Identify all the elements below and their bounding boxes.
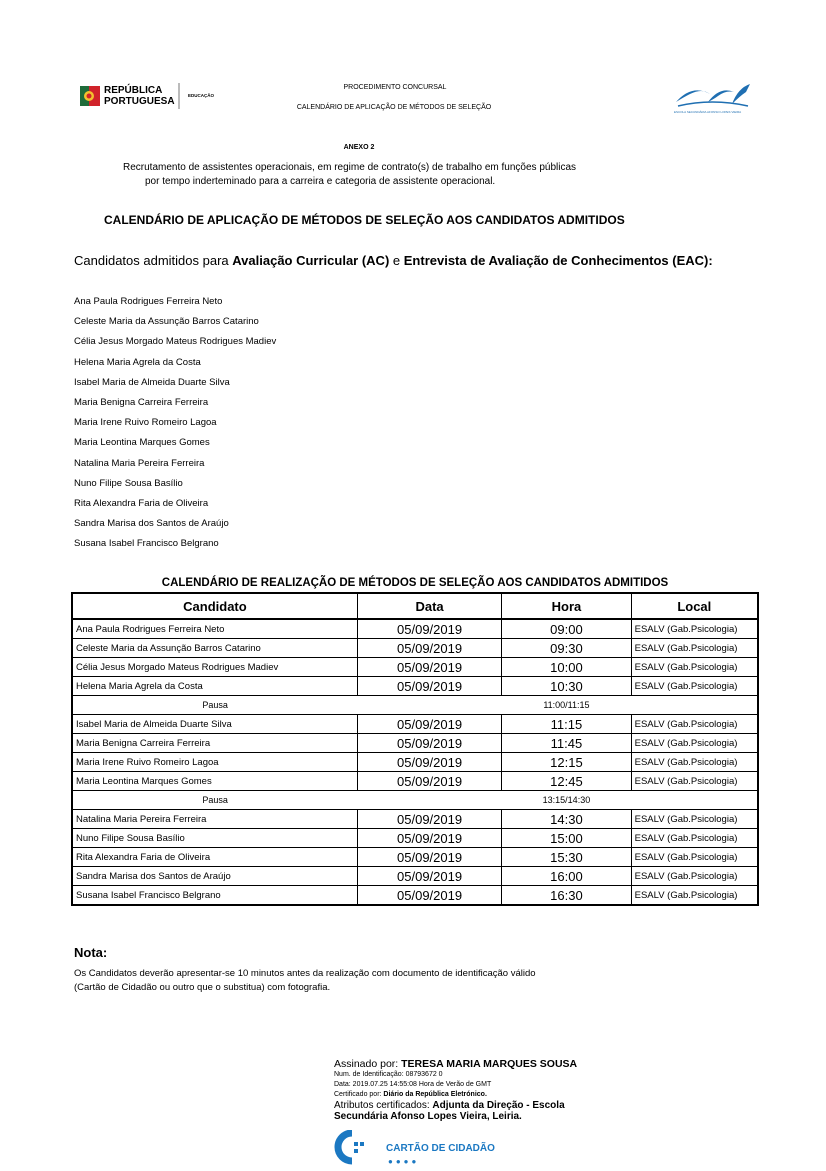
intro-eac: Entrevista de Avaliação de Conhecimentos (EAC): xyxy=(403,253,713,268)
table-row xyxy=(72,715,758,734)
cell-data: 05/09/2019 xyxy=(357,753,501,772)
cell-hora: 10:30 xyxy=(502,677,631,696)
cartao-cidadao-logo xyxy=(334,1130,514,1166)
cell-local: ESALV (Gab.Psicologia) xyxy=(631,772,758,791)
pause-row xyxy=(72,791,758,810)
section-title-schedule: CALENDÁRIO DE REALIZAÇÃO DE MÉTODOS DE SELEÇÃO AOS CANDIDATOS ADMITIDOS xyxy=(161,577,669,589)
cell-local: ESALV (Gab.Psicologia) xyxy=(631,867,758,886)
header-line1: PROCEDIMENTO CONCURSAL xyxy=(343,84,447,91)
table-row xyxy=(72,772,758,791)
table-row xyxy=(72,734,758,753)
cell-hora: 09:30 xyxy=(502,639,631,658)
recruitment-line1: Recrutamento de assistentes operacionais, em regime de contrato(s) de trabalho em funções públicas xyxy=(123,162,577,173)
header-candidato: Candidato xyxy=(72,593,357,619)
list-item: Helena Maria Agrela da Costa xyxy=(74,356,201,368)
cell-pausa: Pausa xyxy=(72,791,357,810)
cell-hora: 15:00 xyxy=(502,829,631,848)
logo-line1: REPÚBLICA xyxy=(104,85,163,96)
cell-data: 05/09/2019 xyxy=(357,772,501,791)
cell-data: 05/09/2019 xyxy=(357,715,501,734)
header-data: Data xyxy=(357,593,501,619)
cell-candidato: Helena Maria Agrela da Costa xyxy=(72,677,357,696)
pause-row xyxy=(72,696,758,715)
header-line2: CALENDÁRIO DE APLICAÇÃO DE MÉTODOS DE SELEÇÃO xyxy=(296,104,492,111)
list-item: Rita Alexandra Faria de Oliveira xyxy=(74,497,209,509)
header-hora: Hora xyxy=(502,593,631,619)
table-row xyxy=(72,886,758,906)
signature-attr xyxy=(334,1100,594,1111)
table-row xyxy=(72,848,758,867)
logo-dept: EDUCAÇÃO xyxy=(188,93,215,98)
signature-cert xyxy=(334,1090,594,1100)
cell-empty xyxy=(357,791,501,810)
cell-candidato: Ana Paula Rodrigues Ferreira Neto xyxy=(72,619,357,639)
cell-data: 05/09/2019 xyxy=(357,810,501,829)
cell-hora: 14:30 xyxy=(502,810,631,829)
table-row xyxy=(72,677,758,696)
cartao-dots-icon: ●●●● xyxy=(388,1157,420,1166)
cell-candidato: Maria Leontina Marques Gomes xyxy=(72,772,357,791)
cell-data: 05/09/2019 xyxy=(357,734,501,753)
cell-candidato: Sandra Marisa dos Santos de Araújo xyxy=(72,867,357,886)
cert-by: Diário da República Eletrónico. xyxy=(383,1091,487,1098)
anexo-label: ANEXO 2 xyxy=(343,144,375,151)
list-item: Susana Isabel Francisco Belgrano xyxy=(74,538,219,550)
cell-hora: 12:15 xyxy=(502,753,631,772)
table-row xyxy=(72,810,758,829)
intro-and: e xyxy=(389,253,404,268)
attr-label: Atributos certificados: xyxy=(334,1100,433,1111)
cell-data: 05/09/2019 xyxy=(357,619,501,639)
cell-local: ESALV (Gab.Psicologia) xyxy=(631,639,758,658)
list-item: Sandra Marisa dos Santos de Araújo xyxy=(74,518,229,530)
signed-by-name: TERESA MARIA MARQUES SOUSA xyxy=(401,1058,578,1070)
cell-hora: 16:30 xyxy=(502,886,631,906)
cell-candidato: Susana Isabel Francisco Belgrano xyxy=(72,886,357,906)
cell-local: ESALV (Gab.Psicologia) xyxy=(631,753,758,772)
list-item: Celeste Maria da Assunção Barros Catarino xyxy=(74,316,259,328)
recruitment-line2: por tempo inderteminado para a carreira e categoria de assistente operacional. xyxy=(145,176,496,187)
list-item: Nuno Filipe Sousa Basílio xyxy=(74,477,183,489)
signed-by xyxy=(334,1058,594,1070)
cell-hora: 15:30 xyxy=(502,848,631,867)
list-item: Isabel Maria de Almeida Duarte Silva xyxy=(74,376,230,388)
cell-local: ESALV (Gab.Psicologia) xyxy=(631,886,758,906)
digital-signature xyxy=(334,1058,594,1122)
table-row xyxy=(72,639,758,658)
cartao-cidadao-label: CARTÃO DE CIDADÃO xyxy=(386,1143,495,1154)
intro-text xyxy=(74,253,713,268)
table-row xyxy=(72,619,758,639)
cell-hora: 09:00 xyxy=(502,619,631,639)
cell-empty xyxy=(357,696,501,715)
cell-hora: 10:00 xyxy=(502,658,631,677)
list-item: Ana Paula Rodrigues Ferreira Neto xyxy=(74,296,223,307)
nota-title: Nota: xyxy=(74,945,108,960)
cell-empty xyxy=(631,696,758,715)
list-item: Maria Leontina Marques Gomes xyxy=(74,437,210,449)
cell-candidato: Natalina Maria Pereira Ferreira xyxy=(72,810,357,829)
intro-ac: Avaliação Curricular (AC) xyxy=(232,253,390,268)
cell-local: ESALV (Gab.Psicologia) xyxy=(631,829,758,848)
attr-value1: Adjunta da Direção - Escola xyxy=(432,1100,565,1111)
cell-candidato: Maria Benigna Carreira Ferreira xyxy=(72,734,357,753)
intro-prefix: Candidatos admitidos para xyxy=(74,253,233,268)
candidate-list xyxy=(74,296,276,558)
cell-data: 05/09/2019 xyxy=(357,677,501,696)
list-item: Célia Jesus Morgado Mateus Rodrigues Madiev xyxy=(74,336,277,348)
signed-by-label: Assinado por: xyxy=(334,1058,402,1070)
cell-data: 05/09/2019 xyxy=(357,639,501,658)
cell-hora: 16:00 xyxy=(502,867,631,886)
cell-local: ESALV (Gab.Psicologia) xyxy=(631,734,758,753)
table-row xyxy=(72,753,758,772)
table-row xyxy=(72,867,758,886)
table-header-row xyxy=(72,593,758,619)
cell-empty xyxy=(631,791,758,810)
cell-data: 05/09/2019 xyxy=(357,867,501,886)
cell-local: ESALV (Gab.Psicologia) xyxy=(631,810,758,829)
cell-candidato: Célia Jesus Morgado Mateus Rodrigues Madiev xyxy=(72,658,357,677)
cell-local: ESALV (Gab.Psicologia) xyxy=(631,677,758,696)
cell-candidato: Nuno Filipe Sousa Basílio xyxy=(72,829,357,848)
cell-data: 05/09/2019 xyxy=(357,886,501,906)
cell-hora: 12:45 xyxy=(502,772,631,791)
cell-pausa-time: 13:15/14:30 xyxy=(502,791,631,810)
cell-data: 05/09/2019 xyxy=(357,658,501,677)
cell-candidato: Isabel Maria de Almeida Duarte Silva xyxy=(72,715,357,734)
cartao-cidadao-icon xyxy=(334,1130,378,1166)
cert-label: Certificado por: xyxy=(334,1091,384,1098)
cell-candidato: Rita Alexandra Faria de Oliveira xyxy=(72,848,357,867)
schedule-table xyxy=(71,592,759,906)
cell-data: 05/09/2019 xyxy=(357,848,501,867)
signature-attr-line2: Secundária Afonso Lopes Vieira, Leiria. xyxy=(334,1111,522,1122)
school-logo xyxy=(672,80,752,120)
signature-date: Data: 2019.07.25 14:55:08 Hora de Verão de GMT xyxy=(334,1081,492,1088)
signature-id: Num. de Identificação: 08793672 0 xyxy=(334,1071,443,1078)
cell-local: ESALV (Gab.Psicologia) xyxy=(631,658,758,677)
list-item: Maria Irene Ruivo Romeiro Lagoa xyxy=(74,417,217,429)
list-item: Natalina Maria Pereira Ferreira xyxy=(74,457,205,469)
cell-hora: 11:45 xyxy=(502,734,631,753)
section-title-calendar: CALENDÁRIO DE APLICAÇÃO DE MÉTODOS DE SELEÇÃO AOS CANDIDATOS ADMITIDOS xyxy=(104,213,625,227)
cell-local: ESALV (Gab.Psicologia) xyxy=(631,619,758,639)
school-wave-icon xyxy=(672,80,752,112)
logo-line2: PORTUGUESA xyxy=(104,96,175,107)
list-item: Maria Benigna Carreira Ferreira xyxy=(74,396,209,408)
cell-local: ESALV (Gab.Psicologia) xyxy=(631,715,758,734)
cell-candidato: Maria Irene Ruivo Romeiro Lagoa xyxy=(72,753,357,772)
cell-data: 05/09/2019 xyxy=(357,829,501,848)
cell-candidato: Celeste Maria da Assunção Barros Catarino xyxy=(72,639,357,658)
nota-line2: (Cartão de Cidadão ou outro que o substitua) com fotografia. xyxy=(74,982,331,993)
nota-line1: Os Candidatos deverão apresentar-se 10 minutos antes da realização com documento de identificação válido xyxy=(74,968,536,979)
cell-hora: 11:15 xyxy=(502,715,631,734)
table-row xyxy=(72,829,758,848)
school-logo-text: ESCOLA SECUNDÁRIA AFONSO LOPES VIEIRA xyxy=(674,110,742,114)
cell-local: ESALV (Gab.Psicologia) xyxy=(631,848,758,867)
cell-pausa: Pausa xyxy=(72,696,357,715)
table-row xyxy=(72,658,758,677)
cell-pausa-time: 11:00/11:15 xyxy=(502,696,631,715)
header-local: Local xyxy=(631,593,758,619)
